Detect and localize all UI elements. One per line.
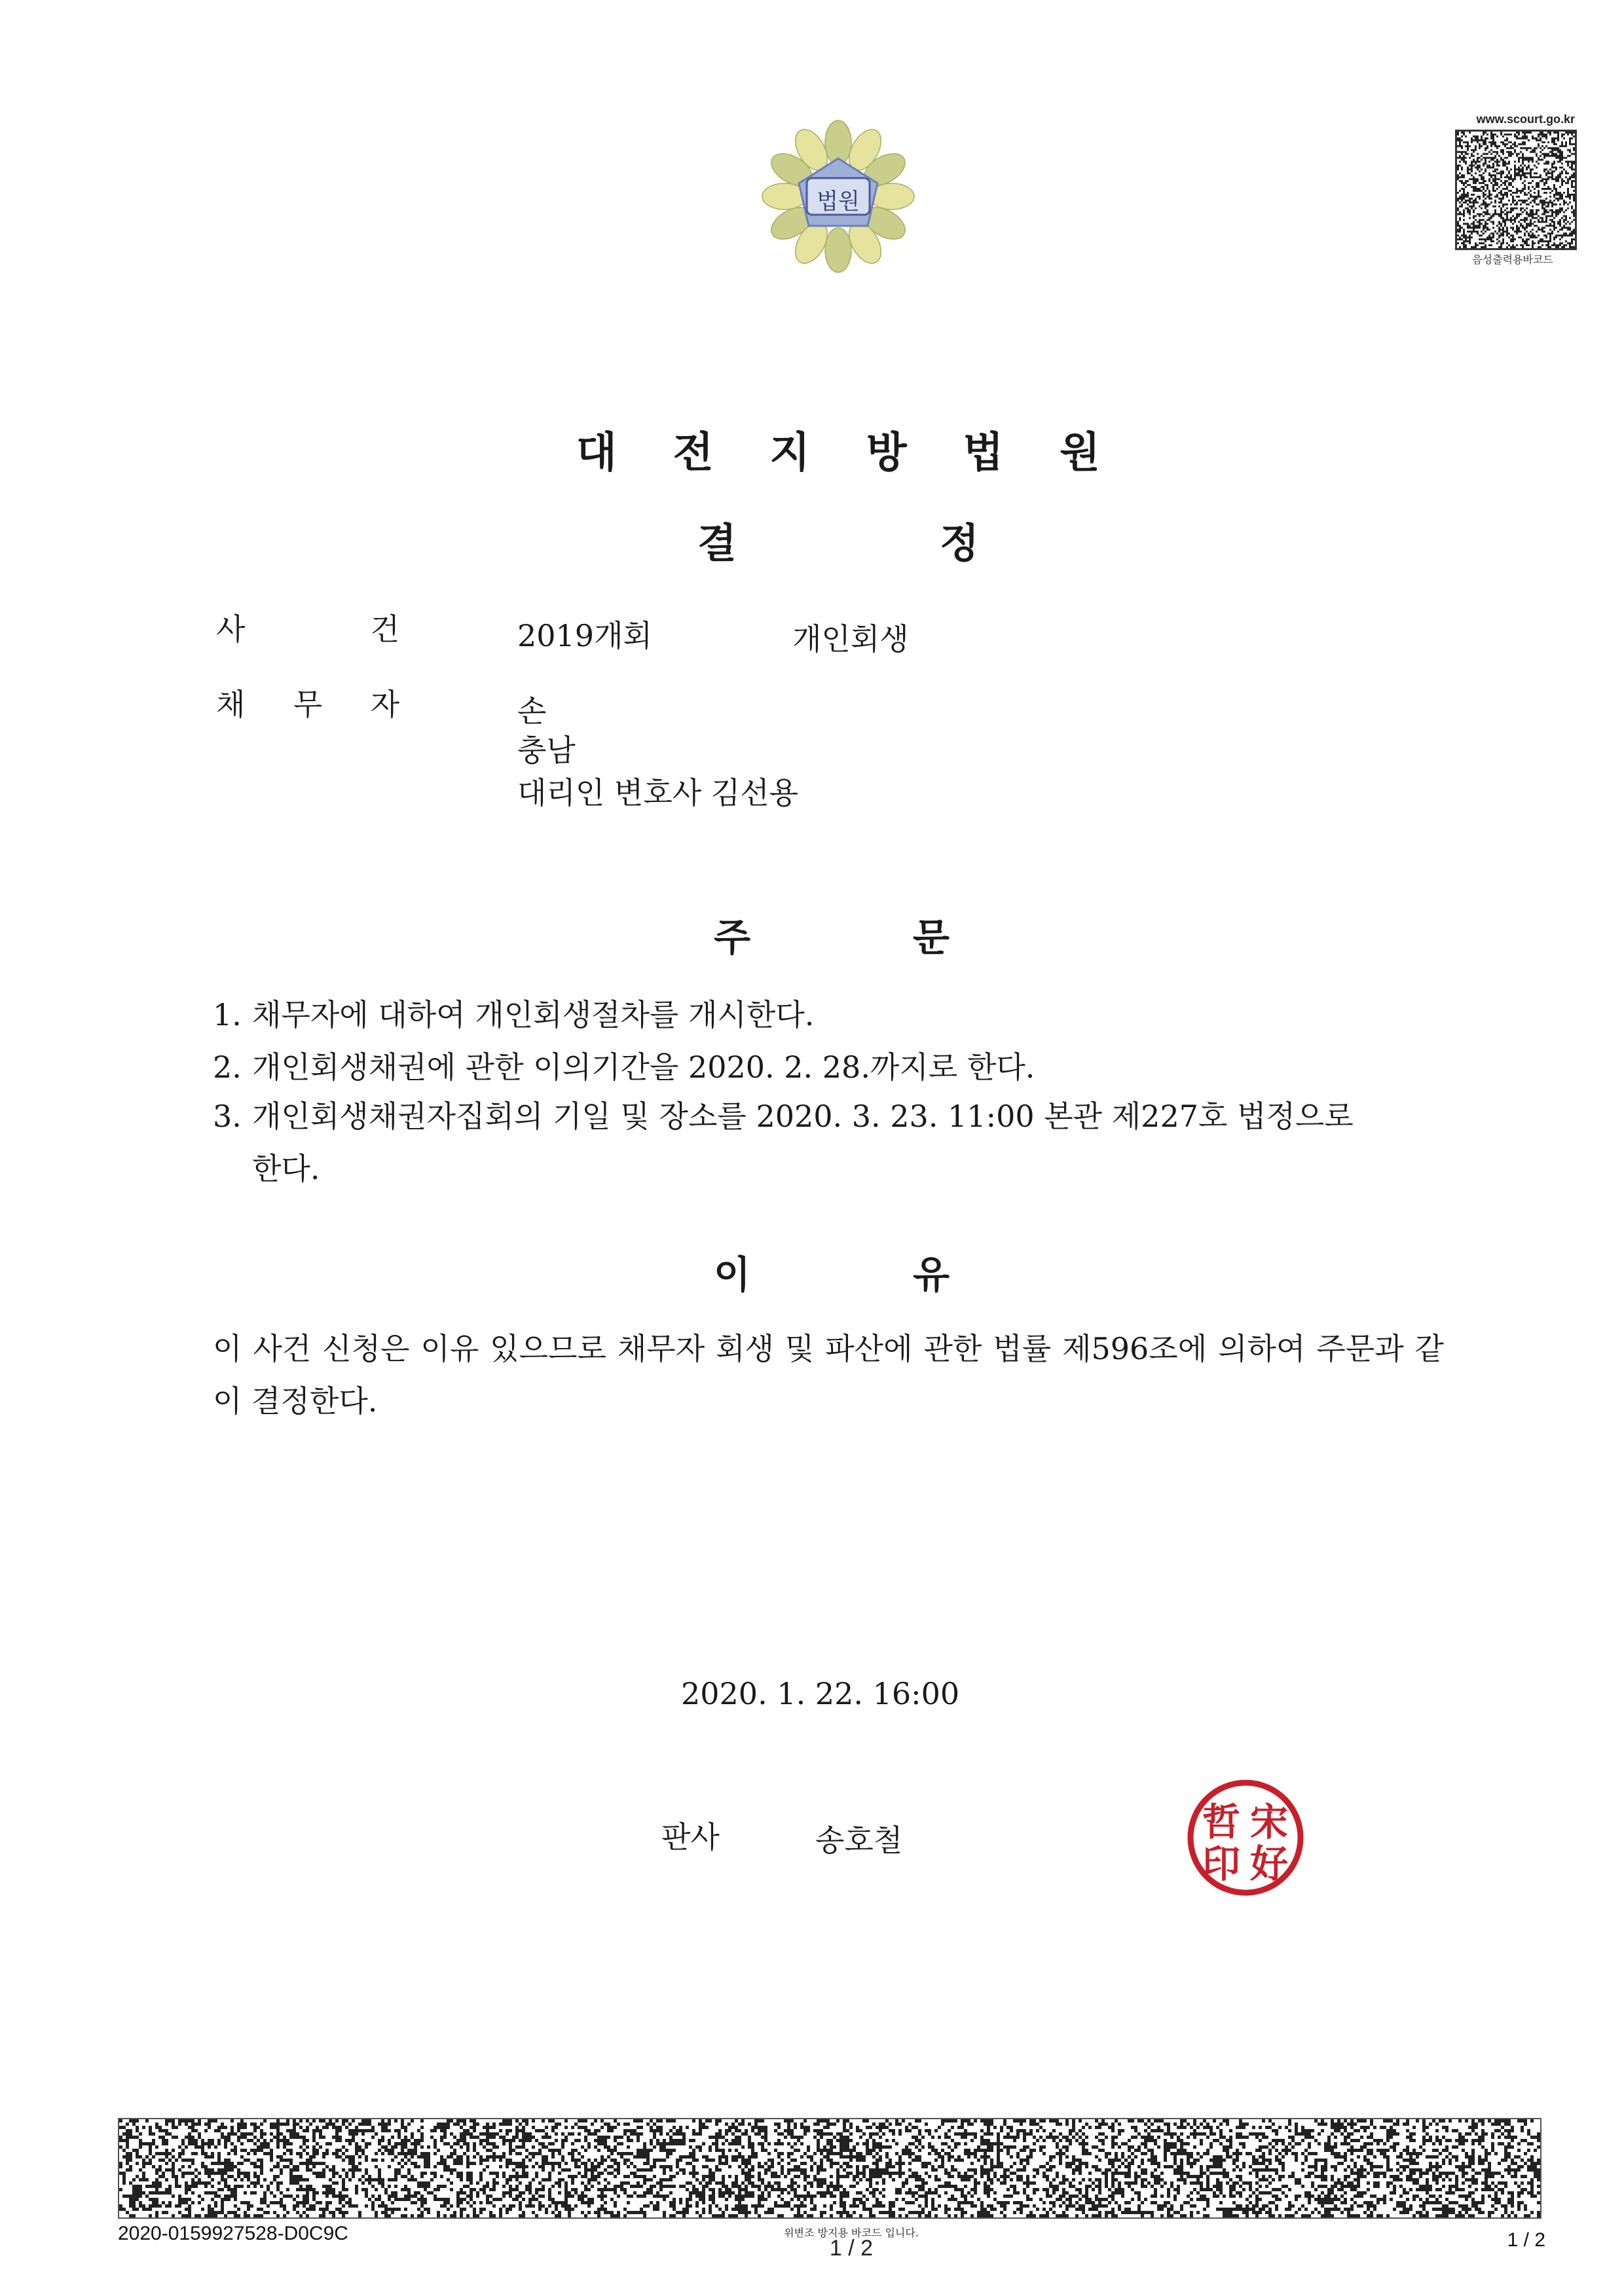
judge-seal-icon: [1185, 1777, 1306, 1899]
order-item-text: 개인회생채권자집회의 기일 및 장소를 2020. 3. 23. 11:00 본관 제227호 법정으로: [252, 1099, 1354, 1134]
order-item-text-continued: 한다.: [252, 1151, 320, 1186]
reason-heading-char: 유: [912, 1252, 950, 1297]
debtor-label-char: 자: [370, 687, 399, 722]
voice-output-barcode: [1455, 130, 1577, 250]
barcode-caption: 음성출력용바코드: [1472, 253, 1553, 266]
order-item-number: 2.: [213, 1049, 242, 1085]
seal-char: 好: [1249, 1842, 1289, 1886]
order-item-text: 채무자에 대하여 개인회생절차를 개시한다.: [252, 997, 815, 1032]
court-name-char: 법: [963, 428, 1004, 477]
court-name-char: 원: [1060, 428, 1100, 477]
debtor-address: 충남: [517, 733, 576, 768]
reason-heading: [714, 1244, 950, 1299]
document-title-char: 정: [940, 519, 979, 567]
barcode-note: 위변조 방지용 바코드 입니다.: [784, 2227, 919, 2239]
emblem-label: 법원: [817, 188, 860, 215]
debtor-agent: 대리인 변호사 김선용: [517, 775, 799, 811]
case-number: 2019개회: [517, 618, 652, 653]
case-label-char: 사: [216, 611, 246, 647]
order-heading: [714, 907, 950, 962]
order-item: [213, 989, 1444, 1041]
seal-char: 宋: [1249, 1800, 1289, 1844]
judge-name: 송호철: [815, 1823, 903, 1858]
case-label: [216, 606, 399, 649]
case-label-char: 건: [370, 611, 399, 647]
barcode-url: www.scourt.go.kr: [1476, 113, 1575, 126]
barcode-pattern: [1457, 132, 1575, 248]
seal-char: 哲: [1202, 1800, 1241, 1844]
order-item-number: 3.: [213, 1099, 242, 1134]
court-name-char: 지: [769, 428, 811, 477]
document-title-char: 결: [697, 519, 737, 567]
order-item-number: 1.: [213, 997, 242, 1032]
court-name-char: 대: [576, 428, 617, 477]
debtor-label: [216, 681, 399, 724]
reason-text: 이 사건 신청은 이유 있으므로 채무자 회생 및 파산에 관한 법률 제596조에 의하여 주문과 같이 결정한다.: [213, 1331, 1444, 1419]
order-heading-char: 주: [714, 915, 751, 960]
order-item: [213, 1090, 1444, 1195]
emblem-petal: [825, 228, 851, 272]
document-title: [697, 511, 979, 569]
page-number-right: 1 / 2: [1507, 2229, 1545, 2251]
order-item: [213, 1041, 1444, 1093]
court-name-char: 방: [866, 428, 907, 477]
reason-heading-char: 이: [714, 1252, 751, 1297]
judge-title: 판사: [661, 1819, 720, 1855]
seal-char: 印: [1202, 1842, 1241, 1886]
case-type: 개인회생: [792, 621, 909, 657]
decision-date: 2020. 1. 22. 16:00: [681, 1676, 960, 1711]
debtor-label-char: 채: [216, 687, 246, 722]
debtor-label-char: 무: [293, 687, 323, 722]
court-name: [576, 419, 1100, 479]
page-number-center: 1 / 2: [829, 2236, 874, 2261]
order-item-text: 개인회생채권에 관한 이의기간을 2020. 2. 28.까지로 한다.: [252, 1049, 1035, 1085]
court-name-char: 전: [673, 428, 714, 477]
document-number: 2020-0159927528-D0C9C: [118, 2223, 348, 2244]
debtor-name: 손: [517, 693, 547, 729]
order-heading-char: 문: [912, 915, 950, 960]
anti-forgery-barcode: [118, 2118, 1541, 2219]
barcode-pattern: [119, 2119, 1540, 2217]
